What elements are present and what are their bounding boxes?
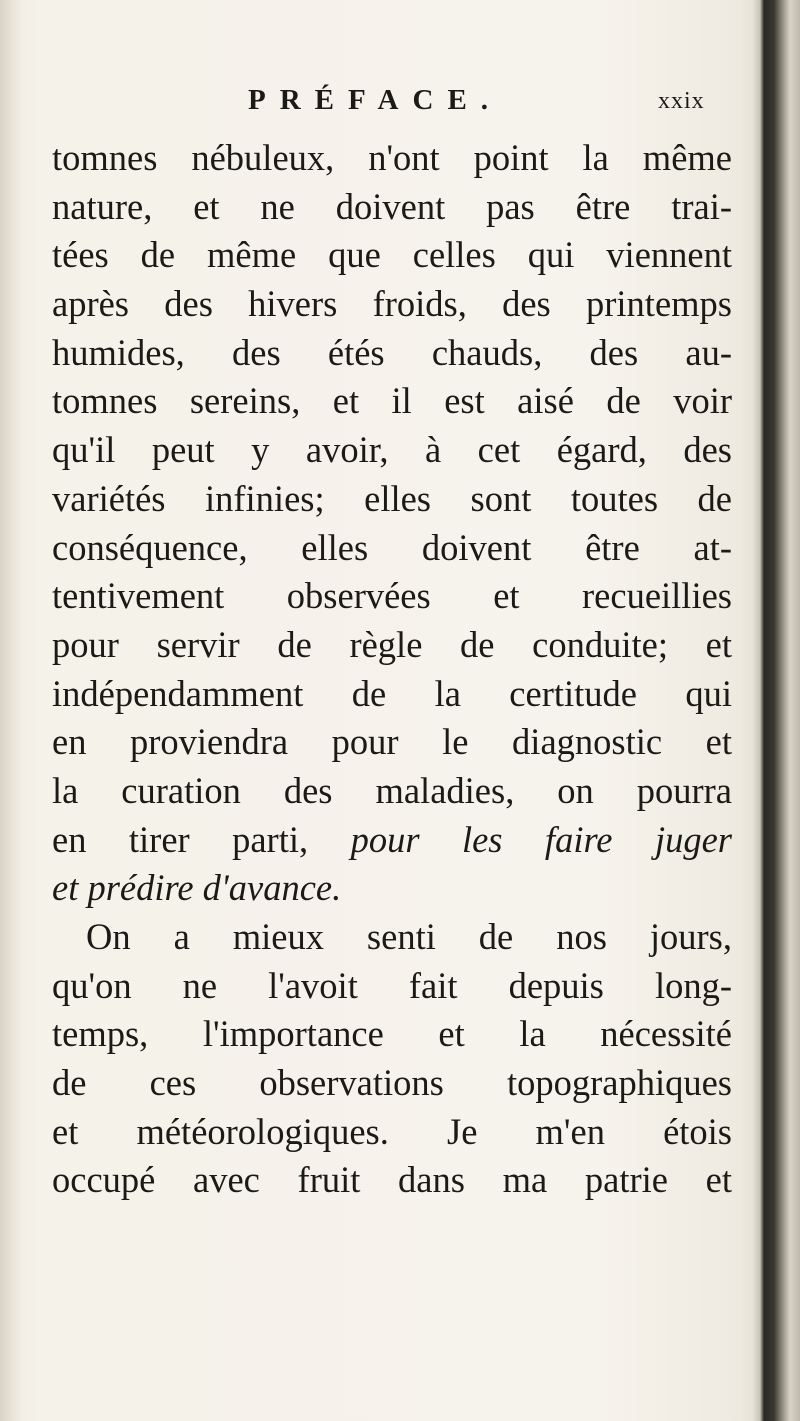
text-line (52, 621, 732, 670)
page-gutter-shadow (0, 0, 22, 1421)
text-line (52, 864, 732, 913)
page-header (0, 84, 800, 124)
text-line (52, 134, 732, 183)
text-segment: variétés infinies; elles sont toutes de (52, 477, 732, 519)
text-line (52, 1010, 732, 1059)
text-line (52, 767, 732, 816)
text-segment: pour servir de règle de conduite; et (52, 623, 732, 665)
italic-text-segment: et prédire d'avance. (52, 867, 342, 909)
text-segment: conséquence, elles doivent être at- (52, 526, 732, 568)
running-head: PRÉFACE. (248, 84, 503, 116)
text-line (52, 475, 732, 524)
text-line (52, 329, 732, 378)
text-segment: humides, des étés chauds, des au- (52, 331, 732, 373)
text-segment: nature, et ne doivent pas être trai- (52, 185, 732, 227)
text-segment: tentivement observées et recueillies (52, 575, 732, 617)
text-segment: de ces observations topographiques (52, 1062, 732, 1104)
text-segment: la curation des maladies, on pourra (52, 769, 732, 811)
text-segment: indépendamment de la certitude qui (52, 672, 732, 714)
text-line (52, 280, 732, 329)
text-line (52, 377, 732, 426)
text-line (52, 572, 732, 621)
text-segment: en tirer parti, (52, 818, 351, 860)
body-text (52, 134, 732, 1205)
text-line (52, 718, 732, 767)
text-segment: qu'il peut y avoir, à cet égard, des (52, 429, 732, 471)
text-segment: On a mieux senti de nos jours, (86, 916, 732, 957)
text-line (52, 1108, 732, 1157)
text-segment: en proviendra pour le diagnostic et (52, 721, 732, 763)
italic-text-segment: pour les faire juger (350, 818, 732, 860)
text-segment: tomnes nébuleux, n'ont point la même (52, 137, 732, 178)
text-line (52, 426, 732, 475)
text-line (52, 524, 732, 573)
text-line (52, 1156, 732, 1205)
text-line (52, 670, 732, 719)
text-line (52, 183, 732, 232)
text-line (52, 962, 732, 1011)
text-line (52, 231, 732, 280)
page-number: xxix (658, 88, 705, 114)
text-segment: temps, l'importance et la nécessité (52, 1013, 732, 1055)
text-line (52, 1059, 732, 1108)
text-line (52, 816, 732, 865)
text-segment: occupé avec fruit dans ma patrie et (52, 1159, 732, 1201)
text-line (52, 913, 732, 962)
book-edge (752, 0, 800, 1421)
text-segment: qu'on ne l'avoit fait depuis long- (52, 964, 732, 1006)
text-segment: tomnes sereins, et il est aisé de voir (52, 380, 732, 422)
text-segment: et météorologiques. Je m'en étois (52, 1110, 732, 1152)
text-segment: après des hivers froids, des printemps (52, 283, 732, 325)
text-segment: tées de même que celles qui viennent (52, 234, 732, 276)
